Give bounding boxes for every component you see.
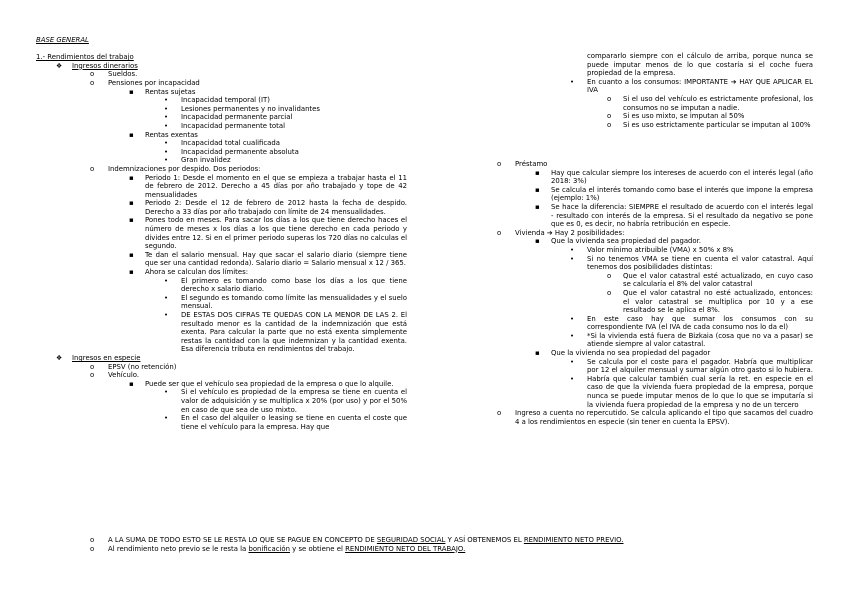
sujetas-item-text: Incapacidad permanente total (181, 121, 285, 130)
circle-bullet-icon: o (497, 160, 502, 168)
right-column (570, 52, 813, 129)
square-bullet-icon: ▪ (535, 168, 540, 177)
dot-bullet-icon: • (164, 104, 169, 113)
dot-bullet-icon: • (164, 121, 169, 130)
periodo2-text: Periodo 2: Desde el 12 de febrero de 2012 hasta la fecha de despido. Derecho a 33 días por año trabajado con límite de 24 mensualidades. (145, 199, 407, 216)
dot-bullet-icon: • (164, 156, 169, 165)
sujetas-item (36, 105, 436, 114)
circle-bullet-icon: o (607, 112, 612, 121)
epsv-item (36, 363, 436, 372)
catastral2-item (607, 288, 813, 315)
limite1-item (164, 276, 407, 294)
consumo2-text: Si es uso mixto, se imputan al 50% (623, 112, 745, 121)
vehiculo-text: Vehículo. (108, 371, 140, 380)
rentas-exentas-item (36, 131, 436, 140)
dot-bullet-icon: • (164, 276, 169, 285)
ingreso-cuenta-text: Ingreso a cuenta no repercutido. Se calcula aplicando el tipo que sacamos del cuadro 4 a los rendimientos en especie (sin tener en cuenta la EPSV). (515, 409, 813, 426)
footer-line2-d: RENDIMIENTO NETO DEL TRABAJO. (345, 544, 466, 553)
habria-item (570, 374, 813, 409)
periodo1-item (129, 173, 407, 200)
exentas-item-text: Gran invalidez (181, 156, 231, 165)
vivienda-text: Vivienda ➔ Hay 2 posibilidades: (515, 228, 625, 237)
footer (90, 536, 808, 553)
square-bullet-icon: ▪ (535, 202, 540, 211)
square-bullet-icon: ▪ (129, 199, 134, 208)
compararlo-text: compararlo siempre con el cálculo de arriba, porque nunca se puede imputar menos de lo que costaría si el coche fuera propiedad de la empresa. (587, 52, 813, 78)
prestamo3-item (535, 202, 813, 229)
salario-item (129, 250, 407, 268)
puede-text: Puede ser que el vehículo sea propiedad de la empresa o que lo alquile. (145, 379, 394, 388)
periodo2-item (129, 199, 407, 216)
consumos-caps-text: IMPORTANTE ➔ HAY QUE APLICAR EL IVA (587, 77, 813, 95)
vivienda-item (497, 228, 813, 238)
dinerarios-heading: Ingresos dinerarios (72, 61, 138, 70)
consumo2-item (607, 112, 813, 121)
footer-line2-b: bonificación (248, 544, 290, 553)
catastral2-text: Que el valor catastral no esté actualizado, entonces: el valor catastral se multiplica por 10 y a ese resultado se le aplica el 8%. (623, 288, 813, 315)
footer-line1-a: A LA SUMA DE TODO ESTO SE LE RESTA LO QUE SE PAGUE EN CONCEPTO DE (108, 536, 377, 544)
sujetas-item-text: Incapacidad temporal (IT) (181, 96, 270, 105)
especie-heading-row (36, 354, 436, 363)
habria-text: Habría que calcular también cual sería la ret. en especie en el caso de que la vivienda fuera propiedad de la empresa, porque nunca se puede imputar menos de lo que lo que se imputaría si la vivienda fuera propiedad de la empresa y no de un tercero (587, 374, 813, 409)
dot-bullet-icon: • (570, 245, 575, 254)
puede-item (129, 379, 407, 389)
bizkaia-item (570, 331, 813, 349)
exentas-item (36, 139, 436, 148)
left-column (36, 36, 436, 431)
dot-bullet-icon: • (570, 374, 575, 383)
alquiler-item (164, 414, 407, 431)
prestamo-text: Préstamo (515, 160, 548, 168)
menor-rest-text: LAS 2. El resultado menor es la cantidad de la indemnización que está exenta. Para calcular la parte que no está exenta simplemente restas la cantidad con la que indemnizan y la cantidad exenta. Esa diferencia tributa en rendimientos del trabajo. (181, 311, 408, 354)
circle-bullet-icon: o (607, 94, 612, 103)
dot-bullet-icon: • (164, 293, 169, 302)
dinerarios-heading-row (36, 62, 436, 71)
sujetas-item-text: Incapacidad permanente parcial (181, 113, 293, 122)
dot-bullet-icon: • (570, 357, 575, 366)
square-bullet-icon: ▪ (129, 268, 134, 277)
consumo1-text: Si el uso del vehículo es estrictamente profesional, los consumos no se imputan a nadie. (623, 94, 813, 112)
circle-bullet-icon: o (90, 544, 95, 553)
circle-bullet-icon: o (607, 271, 612, 280)
dot-bullet-icon: • (164, 388, 169, 397)
catastral1-text: Que el valor catastral esté actualizado, en cuyo caso se calcularía el 8% del valor catastral (623, 271, 813, 289)
bizkaia-text: *Si la vivienda está fuera de Bizkaia (cosa que no va a pasar) se atiende siempre al valor catastral. (587, 331, 813, 349)
prestamo1-text: Hay que calcular siempre los intereses de acuerdo con el interés legal (año 2018: 3%) (551, 168, 813, 186)
meses-text: Pones todo en meses. Para sacar los días a los que tiene derecho haces el número de meses x los días a los que tiene derecho en cada periodo y divides entre 12. Si en el primer periodo superas los 720 días no calculas el segundo. (145, 216, 407, 251)
footer-line1-d: RENDIMIENTO NETO PREVIO. (523, 536, 624, 544)
exentas-item (36, 156, 436, 165)
dot-bullet-icon: • (570, 77, 575, 86)
circle-bullet-icon: o (90, 371, 95, 380)
coste-text: Se calcula por el coste para el pagador. Habría que multiplicar por 12 el alquiler mensual y sumar algún otro gasto si lo hubiera. (587, 357, 813, 375)
square-bullet-icon: ▪ (129, 87, 134, 96)
menor-caps-text: DE ESTAS DOS CIFRAS TE QUEDAS CON LA MENOR DE (181, 311, 373, 319)
sin-vma-item (570, 254, 813, 272)
consumo3-text: Si es uso estrictamente particular se imputan al 100% (623, 120, 811, 129)
pensiones-item (36, 79, 436, 88)
square-bullet-icon: ▪ (129, 216, 134, 225)
catastral1-item (607, 271, 813, 289)
square-bullet-icon: ▪ (535, 185, 540, 194)
prestamo3-text: Se hace la diferencia: SIEMPRE el resultado de acuerdo con el interés legal - resultado con interés de la empresa. Si el resultado da negativo se pone que es 0, es decir, no habría retribución en especie. (551, 202, 813, 229)
dot-bullet-icon: • (570, 254, 575, 263)
dot-bullet-icon: • (164, 139, 169, 148)
rentas-exentas-text: Rentas exentas (145, 130, 198, 139)
limite2-item (164, 293, 407, 311)
footer-line2-c: y se obtiene el (289, 544, 346, 553)
alquiler-text: En el caso del alquiler o leasing se tiene en cuenta el coste que tiene el vehículo para la empresa. Hay que (181, 414, 407, 431)
ingreso-cuenta-item (497, 409, 813, 426)
dot-bullet-icon: • (164, 311, 169, 319)
section-heading: 1.- Rendimientos del trabajo (36, 53, 134, 62)
limites-text: Ahora se calculan dos límites: (145, 268, 249, 277)
rentas-sujetas-item (36, 88, 436, 97)
sujetas-item (36, 96, 436, 105)
circle-bullet-icon: o (90, 362, 95, 371)
dot-bullet-icon: • (164, 414, 169, 423)
circle-bullet-icon: o (90, 164, 95, 173)
prestamo2-text: Se calcula el interés tomando como base el interés que impone la empresa (ejemplo: 1%) (551, 185, 813, 203)
circle-bullet-icon: o (607, 120, 612, 129)
exentas-item-text: Incapacidad permanente absoluta (181, 147, 299, 156)
consumos-lead-text: En cuanto a los consumos: (587, 77, 682, 86)
pensiones-text: Pensiones por incapacidad (108, 78, 200, 87)
footer-line2 (90, 544, 808, 554)
square-bullet-icon: ▪ (129, 250, 134, 259)
square-bullet-icon: ▪ (129, 130, 134, 139)
exentas-item-text: Incapacidad total cualificada (181, 139, 280, 148)
epsv-text: EPSV (no retención) (108, 362, 177, 371)
footer-line1 (90, 536, 808, 545)
coste-item (570, 357, 813, 375)
consumo3-item (607, 120, 813, 130)
dot-bullet-icon: • (164, 96, 169, 105)
prestamo1-item (535, 168, 813, 186)
limites-item (129, 268, 436, 277)
sujetas-item-text: Lesiones permanentes y no invalidantes (181, 104, 320, 113)
dot-bullet-icon: • (164, 113, 169, 122)
especie-heading: Ingresos en especie (72, 353, 141, 362)
salario-text: Te dan el salario mensual. Hay que sacar el salario diario (siempre tiene que ser una cantidad redonda). Salario diario = Salario mensual x 12 / 365. (145, 250, 407, 268)
periodo1-text: Periodo 1: Desde el momento en el que se empieza a trabajar hasta el 11 de febrero de 2012. Derecho a 45 días por año trabajado y tope de 42 mensualidades (145, 173, 407, 199)
viv-no-pagador-item (535, 349, 813, 358)
rentas-sujetas-text: Rentas sujetas (145, 87, 196, 96)
vma-item (570, 245, 813, 255)
limite1-text: El primero es tomando como base los días a los que tiene derecho x salario diario. (181, 276, 407, 294)
footer-line2-a: Al rendimiento neto previo se le resta la (108, 544, 249, 553)
circle-bullet-icon: o (607, 288, 612, 297)
prestamo2-item (535, 185, 813, 203)
consumos-item (570, 77, 813, 95)
right-column-lower (497, 160, 813, 426)
square-bullet-icon: ▪ (535, 237, 540, 246)
limite2-text: El segundo es tomando como límite las mensualidades y el suelo mensual. (181, 293, 407, 311)
diamond-bullet-icon: ❖ (56, 61, 63, 70)
sujetas-item (36, 113, 436, 122)
footer-line1-c: Y ASÍ OBTENEMOS EL (445, 536, 524, 544)
vma-text: Valor mínimo atribuible (VMA) x 50% x 8% (587, 245, 734, 254)
circle-bullet-icon: o (90, 70, 95, 79)
circle-bullet-icon: o (497, 228, 502, 237)
indemnizaciones-item (36, 165, 436, 174)
indemnizaciones-text: Indemnizaciones por despido. Dos periodos: (108, 164, 261, 173)
menor-item (164, 311, 408, 354)
circle-bullet-icon: o (90, 78, 95, 87)
square-bullet-icon: ▪ (535, 349, 540, 358)
viv-no-pagador-text: Que la vivienda no sea propiedad del pagador (551, 349, 711, 358)
propiedad-item (164, 388, 407, 414)
document-title: BASE GENERAL (36, 36, 89, 44)
dot-bullet-icon: • (570, 331, 575, 340)
viv-pagador-text: Que la vivienda sea propiedad del pagador. (551, 237, 702, 246)
sueldos-item (36, 70, 436, 79)
compararlo-item (587, 52, 813, 78)
viv-pagador-item (535, 237, 813, 246)
vehiculo-item (36, 371, 436, 380)
dot-bullet-icon: • (570, 314, 575, 323)
square-bullet-icon: ▪ (129, 173, 134, 182)
sueldos-text: Sueldos. (108, 70, 138, 79)
sin-vma-text: Si no tenemos VMA se tiene en cuenta el valor catastral. Aquí tenemos dos posibilidades distintas: (587, 254, 813, 272)
circle-bullet-icon: o (497, 409, 502, 418)
square-bullet-icon: ▪ (129, 379, 134, 388)
consumos-viv-item (570, 314, 813, 332)
circle-bullet-icon: o (90, 536, 95, 544)
footer-line1-b: SEGURIDAD SOCIAL (376, 536, 446, 544)
sujetas-item (36, 122, 436, 131)
consumo1-item (607, 94, 813, 112)
dot-bullet-icon: • (164, 147, 169, 156)
exentas-item (36, 148, 436, 157)
consumos-viv-text: En este caso hay que sumar los consumos con su correspondiente IVA (el IVA de cada consumo nos lo da el) (587, 314, 813, 332)
prestamo-item (497, 160, 813, 169)
meses-item (129, 216, 407, 251)
diamond-bullet-icon: ❖ (56, 353, 63, 362)
propiedad-text: Si el vehículo es propiedad de la empresa se tiene en cuenta el valor de adquisición y se multiplica x 20% (por uso) y por el 50% en caso de que sea de uso mixto. (181, 388, 407, 414)
